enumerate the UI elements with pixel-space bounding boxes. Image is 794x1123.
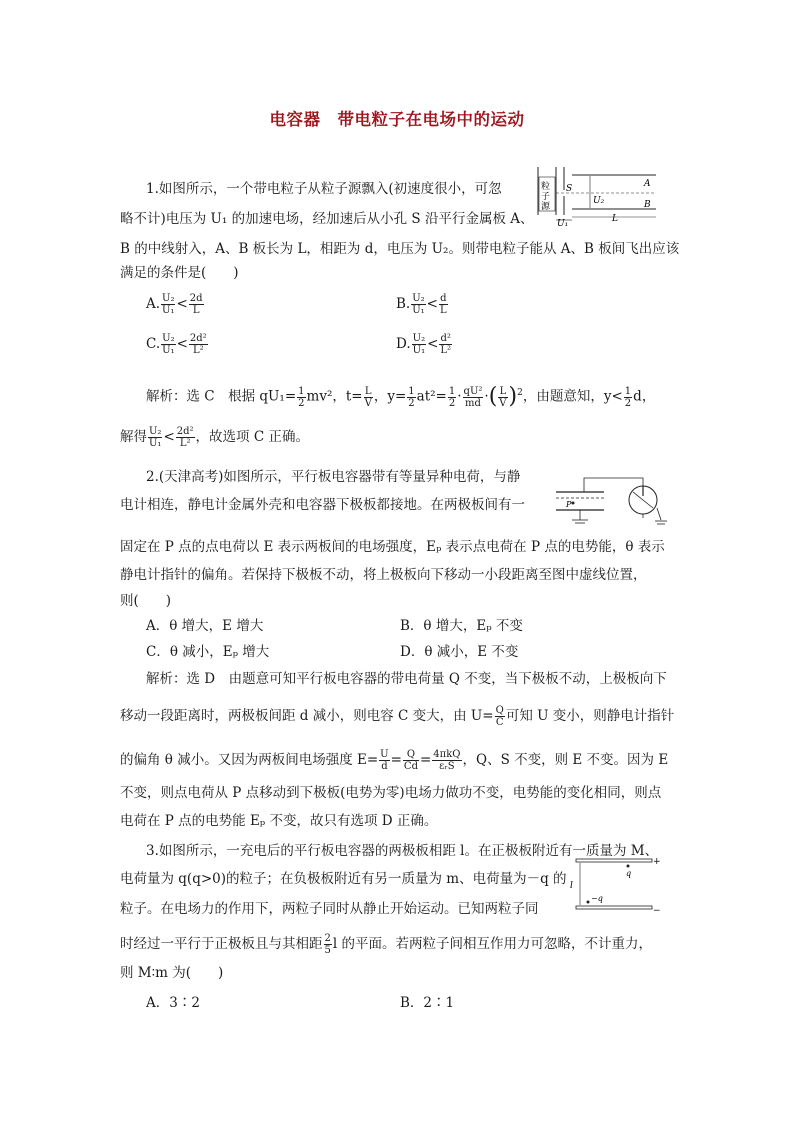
q1-option-d[interactable]: D. $\frac{\text{U₂}}{\text{U₁}}$ < $\frac{\text{d²}}{\text{L²}}$	[396, 333, 452, 356]
q1-fig-U1: U₁	[557, 219, 569, 227]
q3-line-4: 时经过一平行于正极板且与其相距 $\frac{2}{5}$ l 的平面。若两粒子间相互作用力可忽略，不计重力，	[120, 933, 652, 956]
q1-option-a[interactable]: A. $\frac{\text{U₂}}{\text{U₁}}$ < $\frac{2d}{L}$	[146, 293, 203, 316]
q2-line-2: 电计相连，静电计金属外壳和电容器下极板都接地。在两极板间有一	[120, 497, 525, 513]
q2-solution-line-3: 的偏角 θ 减小。又因为两板间电场强度 E= $\frac{U}{d}$ = $\frac{Q}{Cd}$ = $\frac{\text{4πkQ}}{\text{εᵣS}}$ ，Q、S 不变，则 E 不变。因为 E	[120, 749, 669, 772]
q1-solution-line-2: 解得 $\frac{\text{U₂}}{\text{U₁}}$ < $\frac{\text{2d²}}{\text{L²}}$ ，故选项 C 正确。	[120, 426, 309, 449]
q1-line-1: 1.如图所示，一个带电粒子从粒子源飘入(初速度很小，可忽	[146, 181, 502, 197]
q2-option-c[interactable]: C．θ 减小，Eₚ 增大	[146, 644, 270, 660]
q2-option-b[interactable]: B．θ 增大，Eₚ 不变	[400, 618, 523, 634]
q2-option-d[interactable]: D．θ 减小，E 不变	[400, 644, 519, 660]
q1-fig-src-label: 粒	[541, 182, 551, 192]
q3-figure	[568, 855, 664, 917]
page-title: 电容器 带电粒子在电场中的运动	[269, 110, 525, 129]
q1-fig-L: L	[612, 214, 618, 224]
q3-fig-negq: −q	[591, 894, 603, 903]
q3-fig-q: q	[626, 869, 632, 878]
q2-solution-line-2: 移动一段距离时，两极板间距 d 减小，则电容 C 变大，由 U= $\frac{Q}{C}$ 可知 U 变小，则静电计指针	[120, 705, 675, 728]
q3-line-3: 粒子。在电场力的作用下，两粒子同时从静止开始运动。已知两粒子同	[120, 901, 539, 917]
q1-fig-U2: U₂	[593, 196, 605, 206]
q2-fig-P: P	[566, 500, 572, 509]
q1-fig-A: A	[644, 179, 651, 189]
q1-line-3: B 的中线射入，A、B 板长为 L，相距为 d，电压为 U₂。则带电粒子能从 A、B 板间飞出应该	[120, 241, 680, 257]
q2-line-3: 固定在 P 点的点电荷以 E 表示两板间的电场强度，Eₚ 表示点电荷在 P 点的电势能，θ 表示	[120, 539, 665, 555]
q2-solution-line-5: 电荷在 P 点的电势能 Eₚ 不变，故只有选项 D 正确。	[120, 813, 438, 829]
q2-line-5: 则( )	[120, 593, 172, 609]
q3-line-5: 则 M∶m 为( )	[120, 965, 224, 981]
svg-text:子: 子	[541, 192, 551, 202]
q2-option-a[interactable]: A．θ 增大，E 增大	[146, 618, 264, 634]
q1-line-2: 略不计)电压为 U₁ 的加速电场，经加速后从小孔 S 沿平行金属板 A、	[120, 211, 534, 227]
q1-fig-S: S	[566, 184, 573, 194]
q2-figure	[548, 470, 674, 532]
q3-line-2: 电荷量为 q(q>0)的粒子；在负极板附近有另一质量为 m、电荷量为－q 的	[120, 871, 567, 887]
q2-line-4: 静电计指针的偏角。若保持下极板不动，将上极板向下移动一小段距离至图中虚线位置，	[120, 567, 647, 583]
q1-option-c[interactable]: C. $\frac{\text{U₂}}{\text{U₁}}$ < $\frac{\text{2d²}}{\text{L²}}$	[146, 333, 207, 356]
q1-option-b[interactable]: B. $\frac{\text{U₂}}{\text{U₁}}$ < $\frac{d}{L}$	[396, 293, 447, 316]
q2-solution-line-4: 不变，则点电荷从 P 点移动到下极板(电势为零)电场力做功不变，电势能的变化相同，则点	[120, 785, 662, 801]
q1-line-4: 满足的条件是( )	[120, 265, 239, 281]
q1-figure	[534, 165, 664, 227]
q3-option-b[interactable]: B．2∶1	[400, 995, 455, 1011]
q3-fig-l: l	[570, 881, 573, 891]
q3-fig-plus: +	[653, 857, 661, 867]
q3-option-a[interactable]: A．3∶2	[146, 995, 200, 1011]
q2-solution-line-1: 解析：选 D 由题意可知平行板电容器的带电荷量 Q 不变，当下极板不动，上极板向下	[146, 671, 667, 687]
q1-solution-line-1: 解析：选 C 根据 qU₁= $\frac{1}{2}$ mv²，t= $\frac{L}{V}$ ，y= $\frac{1}{2}$ at²= $\frac{1}{2}$ · $\frac{\text{qU²}}{md}$ ·( $\frac{L}{V}$ )$^2$，由题意知，y< $\frac{1}{2}$ d，	[146, 384, 656, 409]
q2-line-1: 2.(天津高考)如图所示，平行板电容器带有等量异种电荷，与静	[146, 469, 521, 485]
q1-fig-B: B	[644, 200, 651, 210]
q3-line-1: 3.如图所示，一充电后的平行板电容器的两极板相距 l。在正极板附近有一质量为 M、	[146, 843, 659, 859]
svg-text:源: 源	[541, 202, 551, 212]
q3-fig-minus: −	[653, 906, 661, 916]
